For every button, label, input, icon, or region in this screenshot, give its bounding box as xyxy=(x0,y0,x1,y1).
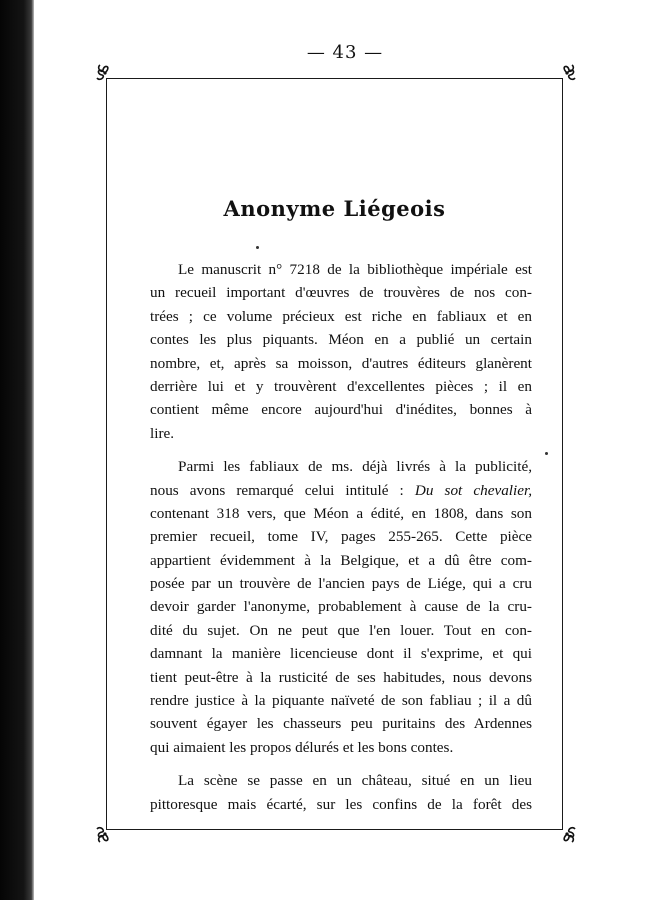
text-line: derrière lui et y trouvèrent d'excellentes pièces ; il en xyxy=(150,377,532,395)
paragraph-3 xyxy=(150,769,532,816)
text-line: tient peut-être à la rusticité de ses habitudes, nous devons xyxy=(150,668,532,686)
text-line: souvent égayer les chasseurs peu puritains des Ardennes xyxy=(150,715,532,733)
text-line: Parmi les fabliaux de ms. déjà livrés à la publicité, xyxy=(178,458,532,476)
text-line: lire. xyxy=(150,424,175,442)
text-line: pittoresque mais écarté, sur les confins de la forêt des xyxy=(150,795,532,813)
text-line: damnant la manière licencieuse dont il s'exprime, et qui xyxy=(150,645,532,663)
corner-ornament-icon xyxy=(94,62,116,84)
text-line: premier recueil, tome IV, pages 255-265. Cette pièce xyxy=(150,528,532,546)
fabliau-title: Du sot chevalier, xyxy=(414,481,532,499)
corner-ornament-icon xyxy=(556,823,578,845)
section-title: Anonyme Liégeois xyxy=(223,196,446,221)
text-line-with-title xyxy=(150,479,532,502)
text-line: devoir garder l'anonyme, probablement à cause de la cru- xyxy=(150,598,532,616)
body-text xyxy=(150,258,532,826)
text-line: contient même encore aujourd'hui d'inédites, bonnes à xyxy=(150,401,532,419)
text-segment: nous avons remarqué celui intitulé : xyxy=(150,481,404,499)
text-line: trées ; ce volume précieux est riche en fabliaux et en xyxy=(150,307,532,325)
text-line: appartient évidemment à la Belgique, et a dû être com- xyxy=(150,551,532,569)
paragraph-2 xyxy=(150,455,532,759)
text-line: dité du sujet. On ne peut que l'en louer. Tout en con- xyxy=(150,621,532,639)
text-line: un recueil important d'œuvres de trouvères de nos con- xyxy=(150,284,532,302)
paragraph-1 xyxy=(150,258,532,445)
print-speck xyxy=(256,246,259,249)
text-line: nombre, et, après sa moisson, d'autres éditeurs glanèrent xyxy=(150,354,532,372)
text-line: rendre justice à la piquante naïveté de son fabliau ; il a dû xyxy=(150,692,532,710)
text-line: qui aimaient les propos délurés et les bons contes. xyxy=(150,738,454,756)
text-line: posée par un trouvère de l'ancien pays de Liége, qui a cru xyxy=(150,575,532,593)
print-speck xyxy=(545,452,548,455)
text-line: contes les plus piquants. Méon en a publié un certain xyxy=(150,331,532,349)
book-binding-edge xyxy=(0,0,34,900)
corner-ornament-icon xyxy=(556,62,578,84)
text-line: contenant 318 vers, que Méon a édité, en 1808, dans son xyxy=(150,504,532,522)
page-number: — 43 — xyxy=(306,42,384,63)
corner-ornament-icon xyxy=(94,823,116,845)
text-line: La scène se passe en un château, situé en un lieu xyxy=(178,772,532,790)
text-line: Le manuscrit n° 7218 de la bibliothèque impériale est xyxy=(178,261,532,278)
